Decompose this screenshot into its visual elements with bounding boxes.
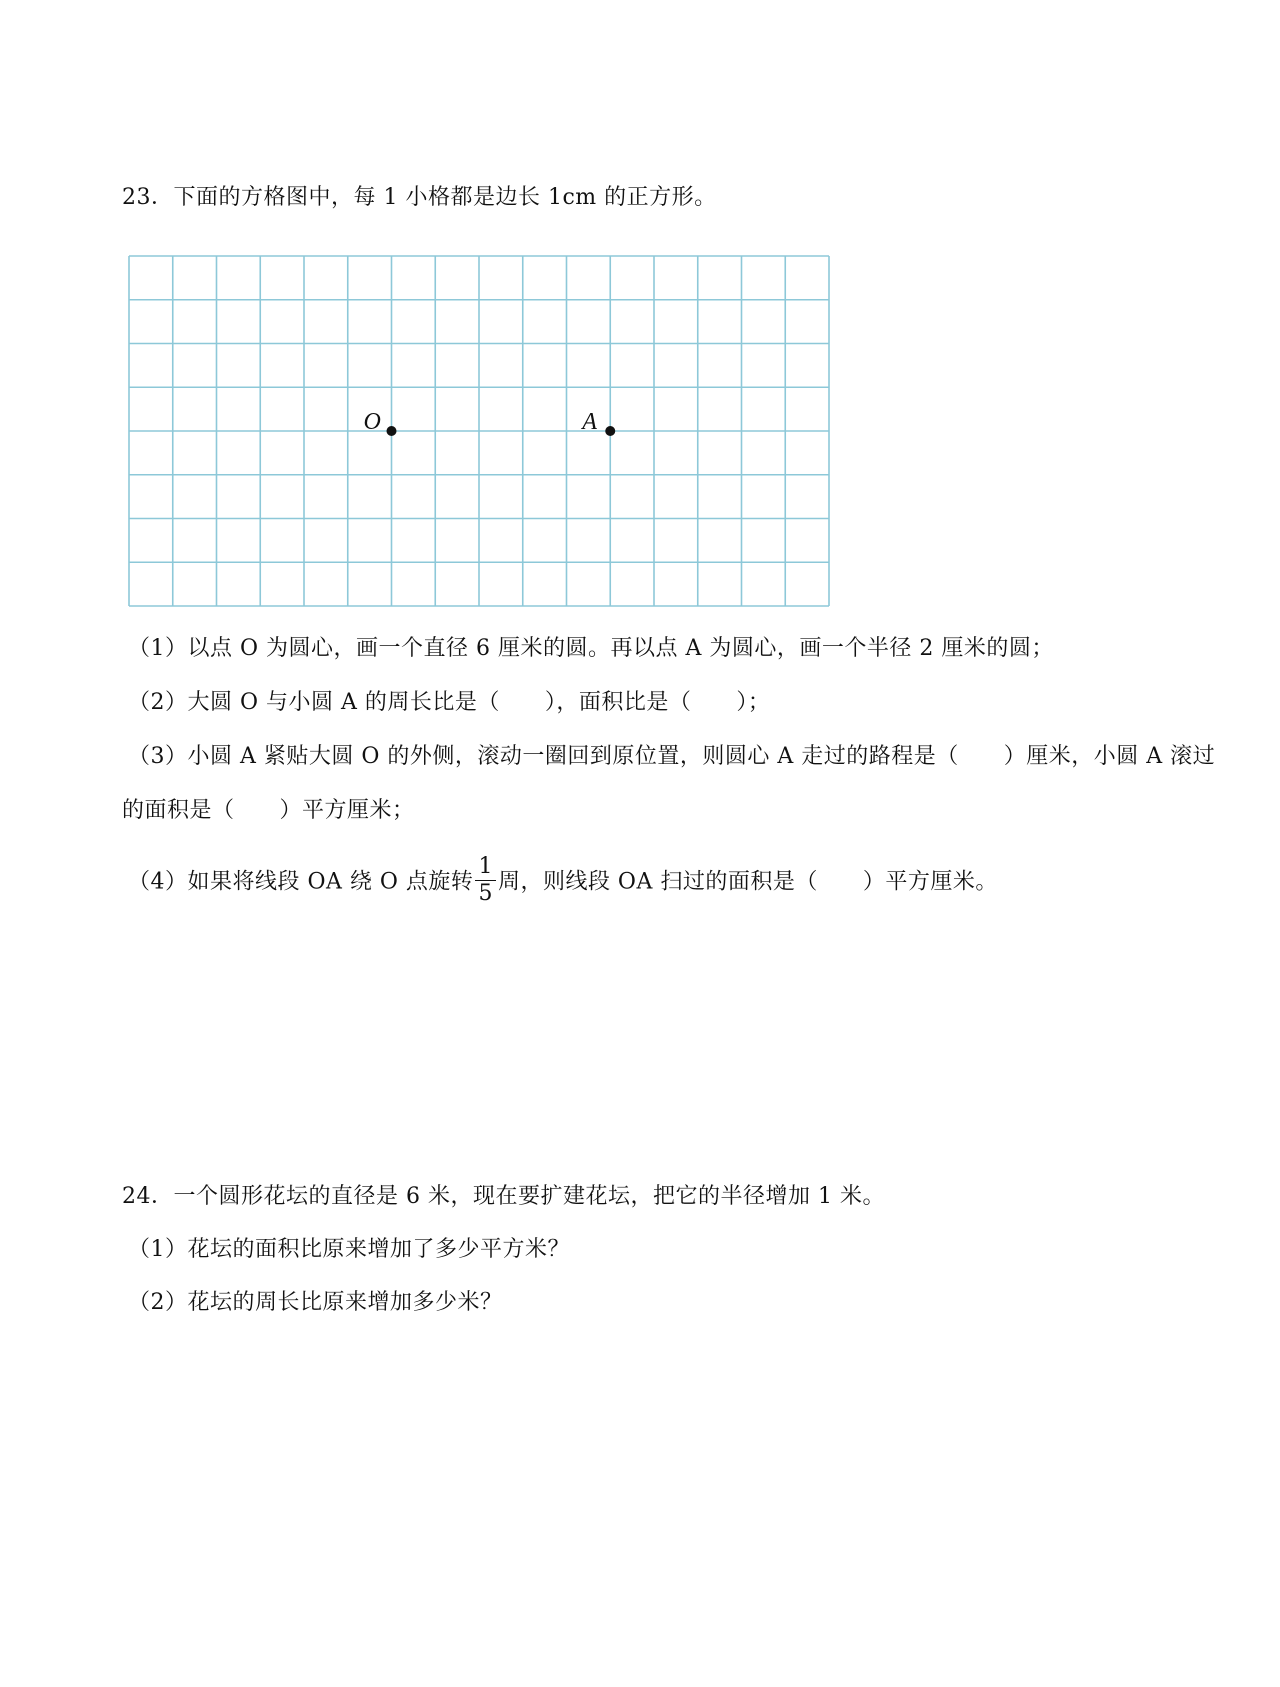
fraction-one-fifth — [475, 854, 496, 907]
question-23-part-4 — [128, 856, 998, 909]
grid-lines — [129, 256, 829, 606]
question-23-part-1: （1）以点 O 为圆心，画一个直径 6 厘米的圆。再以点 A 为圆心，画一个半径 2 厘米的圆； — [128, 636, 1054, 661]
question-24-part-1: （1）花坛的面积比原来增加了多少平方米？ — [128, 1237, 570, 1262]
grid-points — [364, 409, 616, 436]
question-23-part-3-line-2: 的面积是（ ）平方厘米； — [122, 798, 415, 823]
square-grid — [128, 255, 834, 611]
question-23-part-2: （2）大圆 O 与小圆 A 的周长比是（ ），面积比是（ ）； — [128, 690, 771, 715]
point-o-dot — [387, 426, 397, 436]
question-24-title: 24．一个圆形花坛的直径是 6 米，现在要扩建花坛，把它的半径增加 1 米。 — [122, 1184, 885, 1209]
fraction-numerator: 1 — [475, 854, 496, 881]
question-23-part-3-line-1: （3）小圆 A 紧贴大圆 O 的外侧，滚动一圈回到原位置，则圆心 A 走过的路程是（ ）厘米，小圆 A 滚过 — [128, 744, 1216, 769]
question-23-part-4-after: 周，则线段 OA 扫过的面积是（ ）平方厘米。 — [497, 869, 998, 895]
question-23-part-4-before: （4）如果将线段 OA 绕 O 点旋转 — [128, 869, 474, 895]
point-a-dot — [605, 426, 615, 436]
question-24-part-2: （2）花坛的周长比原来增加多少米？ — [128, 1290, 503, 1315]
question-23-title: 23．下面的方格图中，每 1 小格都是边长 1cm 的正方形。 — [122, 185, 717, 210]
point-a-label: A — [582, 409, 597, 435]
fraction-denominator: 5 — [478, 881, 493, 906]
point-o-label: O — [363, 409, 381, 435]
